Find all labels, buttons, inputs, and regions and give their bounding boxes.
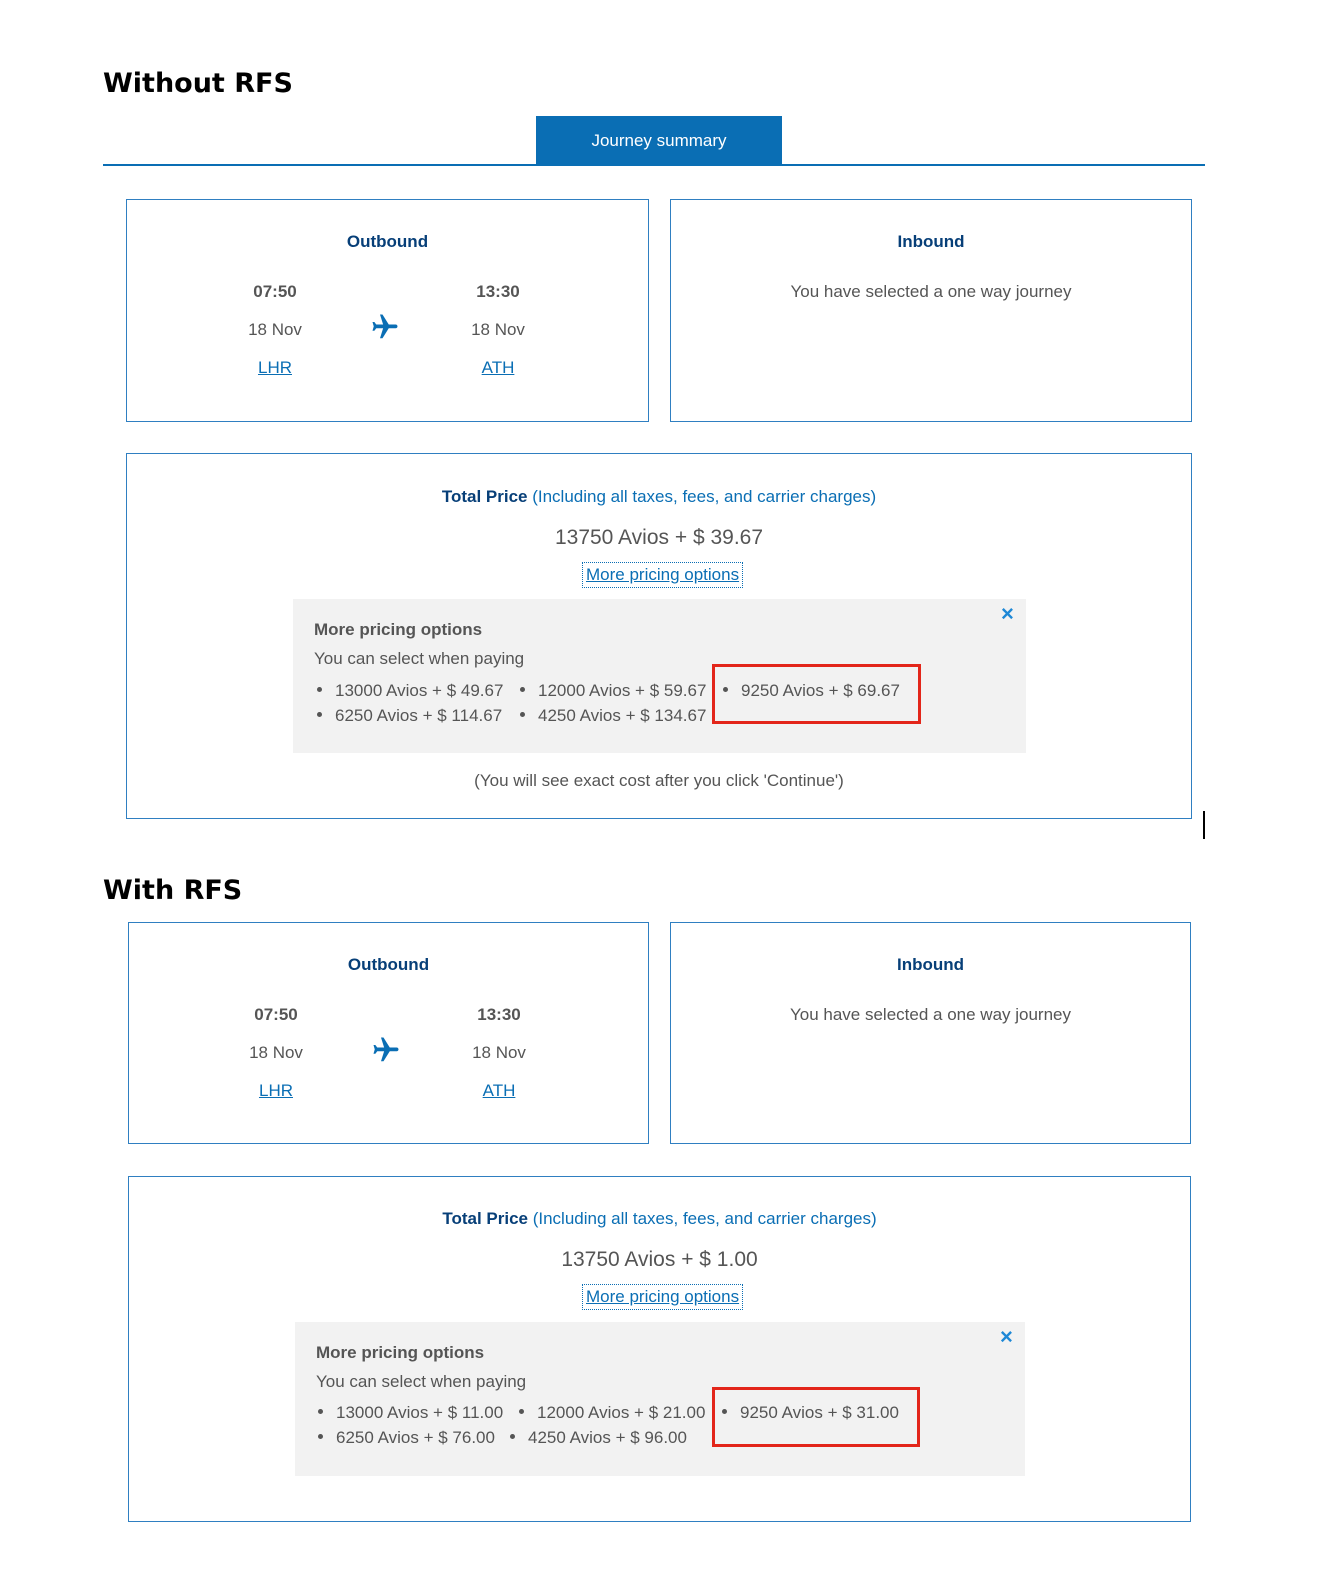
- bullet-dot: [520, 712, 525, 717]
- more-pricing-panel: [295, 1322, 1025, 1476]
- origin-airport-link[interactable]: LHR: [257, 358, 292, 377]
- bullet-dot: [317, 712, 322, 717]
- highlight-box: [712, 664, 921, 724]
- close-icon[interactable]: ×: [1000, 1324, 1013, 1349]
- inbound-title: Inbound: [896, 955, 965, 974]
- pricing-option-label: 4250 Avios + $ 134.67: [538, 706, 707, 725]
- panel-title: More pricing options: [314, 620, 483, 639]
- total-price-note: (Including all taxes, fees, and carrier charges): [527, 1209, 877, 1228]
- panel-title: More pricing options: [316, 1343, 485, 1362]
- total-price-note: (Including all taxes, fees, and carrier charges): [527, 487, 877, 506]
- panel-subtitle: You can select when paying: [314, 649, 525, 668]
- pricing-option[interactable]: [520, 681, 706, 701]
- plane-icon: [370, 312, 400, 342]
- bullet-dot: [519, 1409, 524, 1414]
- depart-time: 07:50: [253, 282, 297, 301]
- pricing-option[interactable]: [519, 1403, 705, 1423]
- depart-date: 18 Nov: [248, 320, 302, 339]
- outbound-title: Outbound: [347, 955, 430, 974]
- inbound-title: Inbound: [897, 232, 965, 251]
- panel-subtitle: You can select when paying: [316, 1372, 527, 1391]
- more-pricing-options-link[interactable]: More pricing options: [582, 562, 743, 588]
- destination-airport-link[interactable]: ATH: [482, 1081, 516, 1100]
- pricing-option[interactable]: [520, 706, 706, 726]
- pricing-option[interactable]: [318, 1428, 495, 1448]
- total-price-label: [127, 487, 1191, 507]
- pricing-option-label: 12000 Avios + $ 21.00: [537, 1403, 706, 1422]
- one-way-message: You have selected a one way journey: [790, 282, 1072, 301]
- pricing-option-label: 6250 Avios + $ 114.67: [335, 706, 503, 725]
- pricing-option[interactable]: [318, 1403, 503, 1423]
- total-price-card: [128, 1176, 1191, 1522]
- total-price-title: Total Price: [442, 1209, 528, 1228]
- more-pricing-options-link[interactable]: More pricing options: [582, 1284, 743, 1310]
- total-price-label: [129, 1209, 1190, 1229]
- tab-underline: [103, 164, 1205, 166]
- destination-airport-link[interactable]: ATH: [481, 358, 515, 377]
- arrive-date: 18 Nov: [472, 1043, 526, 1062]
- total-price-value: 13750 Avios + $ 39.67: [554, 526, 764, 549]
- tab-journey-summary[interactable]: Journey summary: [536, 116, 782, 166]
- outbound-card: [126, 199, 649, 422]
- pricing-option[interactable]: [317, 681, 503, 701]
- bullet-dot: [510, 1434, 515, 1439]
- bullet-dot: [318, 1434, 323, 1439]
- text-cursor: [1203, 811, 1205, 839]
- arrive-time: 13:30: [476, 282, 520, 301]
- pricing-option-label: 13000 Avios + $ 11.00: [336, 1403, 504, 1422]
- inbound-card: [670, 199, 1192, 422]
- origin-airport-link[interactable]: LHR: [258, 1081, 293, 1100]
- total-price-value: 13750 Avios + $ 1.00: [561, 1248, 758, 1271]
- pricing-option[interactable]: [317, 706, 502, 726]
- one-way-message: You have selected a one way journey: [789, 1005, 1071, 1024]
- pricing-option-label: 4250 Avios + $ 96.00: [528, 1428, 687, 1447]
- outbound-card: [128, 922, 649, 1144]
- total-price-title: Total Price: [441, 487, 528, 506]
- bullet-dot: [520, 687, 525, 692]
- pricing-option-label: 6250 Avios + $ 76.00: [336, 1428, 495, 1447]
- depart-time: 07:50: [254, 1005, 298, 1024]
- pricing-option-label: 13000 Avios + $ 49.67: [335, 681, 504, 700]
- pricing-option-label: 9250 Avios + $ 69.67: [741, 681, 900, 700]
- bullet-dot: [317, 687, 322, 692]
- more-pricing-panel: [293, 599, 1026, 753]
- pricing-option-label: 12000 Avios + $ 59.67: [538, 681, 707, 700]
- pricing-option[interactable]: [510, 1428, 687, 1448]
- plane-icon: [371, 1035, 401, 1065]
- exact-cost-note: (You will see exact cost after you click 'Continue'): [474, 771, 844, 790]
- arrive-date: 18 Nov: [471, 320, 525, 339]
- pricing-option-label: 9250 Avios + $ 31.00: [740, 1403, 899, 1422]
- arrive-time: 13:30: [477, 1005, 521, 1024]
- highlight-box: [712, 1387, 920, 1447]
- bullet-dot: [318, 1409, 323, 1414]
- section-heading-without-rfs: Without RFS: [103, 68, 293, 99]
- section-heading-with-rfs: With RFS: [103, 875, 243, 906]
- inbound-card: [670, 922, 1191, 1144]
- total-price-card: [126, 453, 1192, 819]
- outbound-title: Outbound: [346, 232, 429, 251]
- close-icon[interactable]: ×: [1001, 601, 1014, 626]
- depart-date: 18 Nov: [249, 1043, 303, 1062]
